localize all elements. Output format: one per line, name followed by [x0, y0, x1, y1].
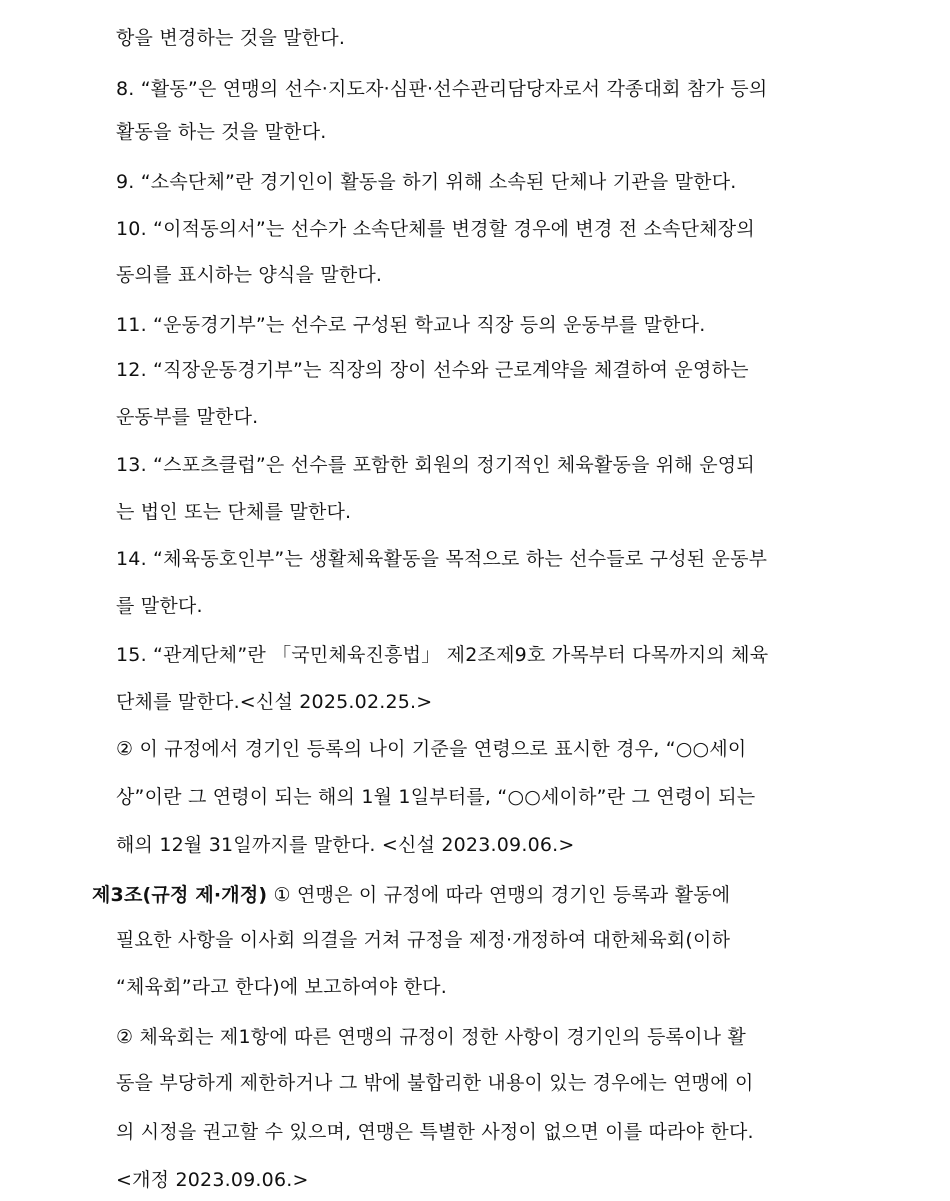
definition-item-8: 8. “활동”은 연맹의 선수·지도자·심판·선수관리담당자로서 각종대회 참가 등의: [116, 78, 768, 100]
text-line: 해의 12월 31일까지를 말한다. <신설 2023.09.06.>: [116, 834, 575, 856]
text-line: “체육회”라고 한다)에 보고하여야 한다.: [116, 976, 447, 998]
article-3-heading: 제3조(규정 제·개정): [92, 884, 268, 906]
text-line: 를 말한다.: [116, 595, 203, 617]
text-line: 필요한 사항을 이사회 의결을 거쳐 규정을 제정·개정하여 대한체육회(이하: [116, 929, 731, 951]
definition-item-10: 10. “이적동의서”는 선수가 소속단체를 변경할 경우에 변경 전 소속단체장의: [116, 218, 755, 240]
article-3-first-line: [92, 883, 730, 907]
definition-item-12: 12. “직장운동경기부”는 직장의 장이 선수와 근로계약을 체결하여 운영하는: [116, 359, 749, 381]
text-line: 동을 부당하게 제한하거나 그 밖에 불합리한 내용이 있는 경우에는 연맹에 이: [116, 1072, 754, 1094]
amendment-note: <개정 2023.09.06.>: [116, 1169, 309, 1191]
definition-item-14: 14. “체육동호인부”는 생활체육활동을 목적으로 하는 선수들로 구성된 운동부: [116, 548, 768, 570]
definition-item-15: 15. “관계단체”란 「국민체육진흥법」 제2조제9호 가목부터 다목까지의 체육: [116, 644, 769, 666]
text-line: 의 시정을 권고할 수 있으며, 연맹은 특별한 사정이 없으면 이를 따라야 한다.: [116, 1121, 754, 1143]
article-3-paragraph-1: ① 연맹은 이 규정에 따라 연맹의 경기인 등록과 활동에: [267, 884, 731, 906]
article-3-paragraph-2: ② 체육회는 제1항에 따른 연맹의 규정이 정한 사항이 경기인의 등록이나 활: [116, 1026, 746, 1048]
text-line: 운동부를 말한다.: [116, 406, 259, 428]
text-line: 는 법인 또는 단체를 말한다.: [116, 501, 352, 523]
paragraph-2: ② 이 규정에서 경기인 등록의 나이 기준을 연령으로 표시한 경우, “○○세이: [116, 738, 747, 760]
definition-item-11: 11. “운동경기부”는 선수로 구성된 학교나 직장 등의 운동부를 말한다.: [116, 314, 706, 336]
text-line: 상”이란 그 연령이 되는 해의 1월 1일부터를, “○○세이하”란 그 연령이 되는: [116, 786, 756, 808]
definition-item-13: 13. “스포츠클럽”은 선수를 포함한 회원의 정기적인 체육활동을 위해 운영되: [116, 454, 755, 476]
text-line: 단체를 말한다.<신설 2025.02.25.>: [116, 691, 433, 713]
definition-item-9: 9. “소속단체”란 경기인이 활동을 하기 위해 소속된 단체나 기관을 말한다.: [116, 171, 737, 193]
text-line: 항을 변경하는 것을 말한다.: [116, 27, 346, 49]
text-line: 동의를 표시하는 양식을 말한다.: [116, 264, 383, 286]
text-line: 활동을 하는 것을 말한다.: [116, 121, 327, 143]
